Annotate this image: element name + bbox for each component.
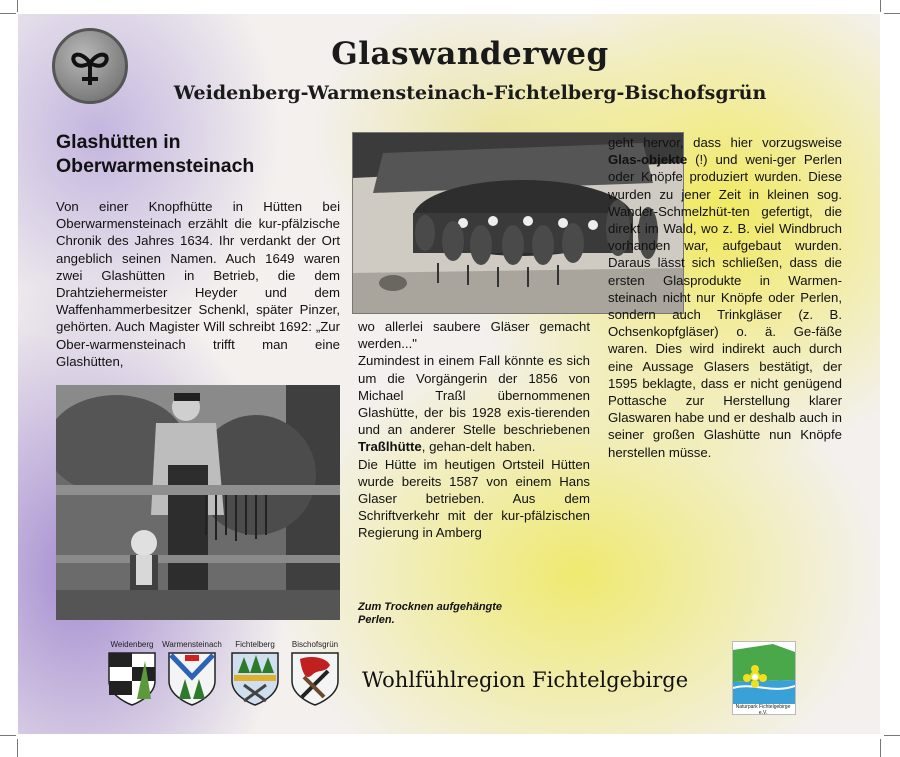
crest-label: Weidenberg bbox=[110, 640, 154, 649]
crest-weidenberg bbox=[102, 640, 162, 712]
text-column-3 bbox=[608, 134, 842, 461]
crest-label: Fichtelberg bbox=[235, 640, 275, 649]
crop-mark bbox=[0, 735, 16, 736]
trail-logo bbox=[52, 28, 128, 104]
text-run: , gehan-delt haben. bbox=[421, 439, 536, 455]
text-column-2 bbox=[358, 318, 590, 542]
naturpark-label: Naturpark Fichtelgebirge e.V. bbox=[735, 704, 791, 716]
crop-mark bbox=[880, 739, 881, 757]
paragraph: Die Hütte im heutigen Ortsteil Hütten wurde bereits 1587 von einem Hans Glaser betrieben. Aus dem Schriftverkehr mit der kur-pfälzischen Regierung in Amberg bbox=[358, 456, 590, 541]
heading-line: Glashütten in bbox=[56, 131, 181, 153]
region-slogan: Wohlfühlregion Fichtelgebirge bbox=[362, 668, 689, 692]
text-column-1 bbox=[56, 198, 340, 370]
crop-mark bbox=[17, 739, 18, 757]
historic-photo bbox=[56, 385, 340, 620]
crest-label: Bischofsgrün bbox=[291, 640, 339, 649]
page-subtitle: Weidenberg-Warmensteinach-Fichtelberg-Bischofsgrün bbox=[173, 82, 767, 104]
emphasis-trasslhuette: Traßlhütte bbox=[358, 439, 422, 455]
page-title: Glaswanderweg bbox=[331, 36, 609, 72]
crop-mark bbox=[0, 13, 16, 14]
text-run: Zumindest in einem Fall könnte es sich um die Vorgängerin der 1856 von Michael Traßl übernommenen Glashütte, der bis 1928 exis-tierenden und an anderer Stelle beschriebenen bbox=[358, 353, 590, 438]
paragraph: wo allerlei saubere Gläser gemacht werden..." bbox=[358, 319, 590, 352]
crop-mark bbox=[884, 735, 900, 736]
heading-line: Oberwarmensteinach bbox=[56, 155, 255, 177]
warmensteinach-coat-of-arms-icon bbox=[167, 651, 217, 707]
caption-line: Zum Trocknen aufgehängte bbox=[358, 601, 503, 613]
article-heading bbox=[56, 130, 356, 178]
emphasis-glasobjekte: Glas-objekte bbox=[608, 152, 688, 168]
naturpark-flower-icon bbox=[733, 642, 795, 704]
weidenberg-coat-of-arms-icon bbox=[107, 651, 157, 707]
crop-mark bbox=[17, 0, 18, 12]
crop-mark bbox=[884, 13, 900, 14]
crest-warmensteinach bbox=[162, 640, 222, 712]
text-run: (!) und weni-ger Perlen oder Knöpfe produziert wurden. Diese wurden zu jener Zeit in kleinen sog. Wander-Schmelzhüt-ten gefertigt, die direkt im Wald, wo z. B. viel Windbruch vorhanden war, aufgebaut wurden. Daraus lässt sich schließen, dass die ersten Glasprodukte in Warmen-steinach nicht nur Knöpfe oder Perlen, sondern auch Trinkgläser (z. B. Ochsenkopfgläser) o. ä. Ge-fäße waren. Dies wird indirekt auch durch eine Aussage Glasers bestätigt, der 1595 beklagte, dass er nicht genügend Pottasche zur Herstellung klarer Glaswaren habe und er deshalb auch in seiner großen Glashütte nun Knöpfe herstellen müsse. bbox=[608, 152, 842, 460]
photo-caption bbox=[358, 601, 578, 627]
crest-bischofsgruen bbox=[285, 640, 345, 712]
paragraph: Von einer Knopfhütte in Hütten bei Oberwarmensteinach erzählt die kur-pfälzische Chronik des Jahres 1634. Ihr verdankt der Ort angeblich seinen Namen. Auch 1649 waren zwei Glashütten in Betrieb, die dem Drahtziehermeister Heyder und dem Waffenhammerbesitzer Schenkl, später Pinzer, gehörten. Auch Magister Will schreibt 1692: „Zur Ober-warmensteinach trifft man eine Glashütten, bbox=[56, 199, 340, 369]
paragraph bbox=[608, 134, 842, 461]
crest-fichtelberg bbox=[225, 640, 285, 712]
knot-icon bbox=[65, 41, 115, 91]
crop-mark bbox=[880, 0, 881, 12]
caption-line: Perlen. bbox=[358, 614, 395, 626]
text-run: geht hervor, dass hier vorzugsweise bbox=[608, 135, 842, 150]
crest-label: Warmensteinach bbox=[162, 640, 222, 649]
paragraph bbox=[358, 352, 590, 455]
bischofsgruen-coat-of-arms-icon bbox=[290, 651, 340, 707]
fichtelberg-coat-of-arms-icon bbox=[230, 651, 280, 707]
